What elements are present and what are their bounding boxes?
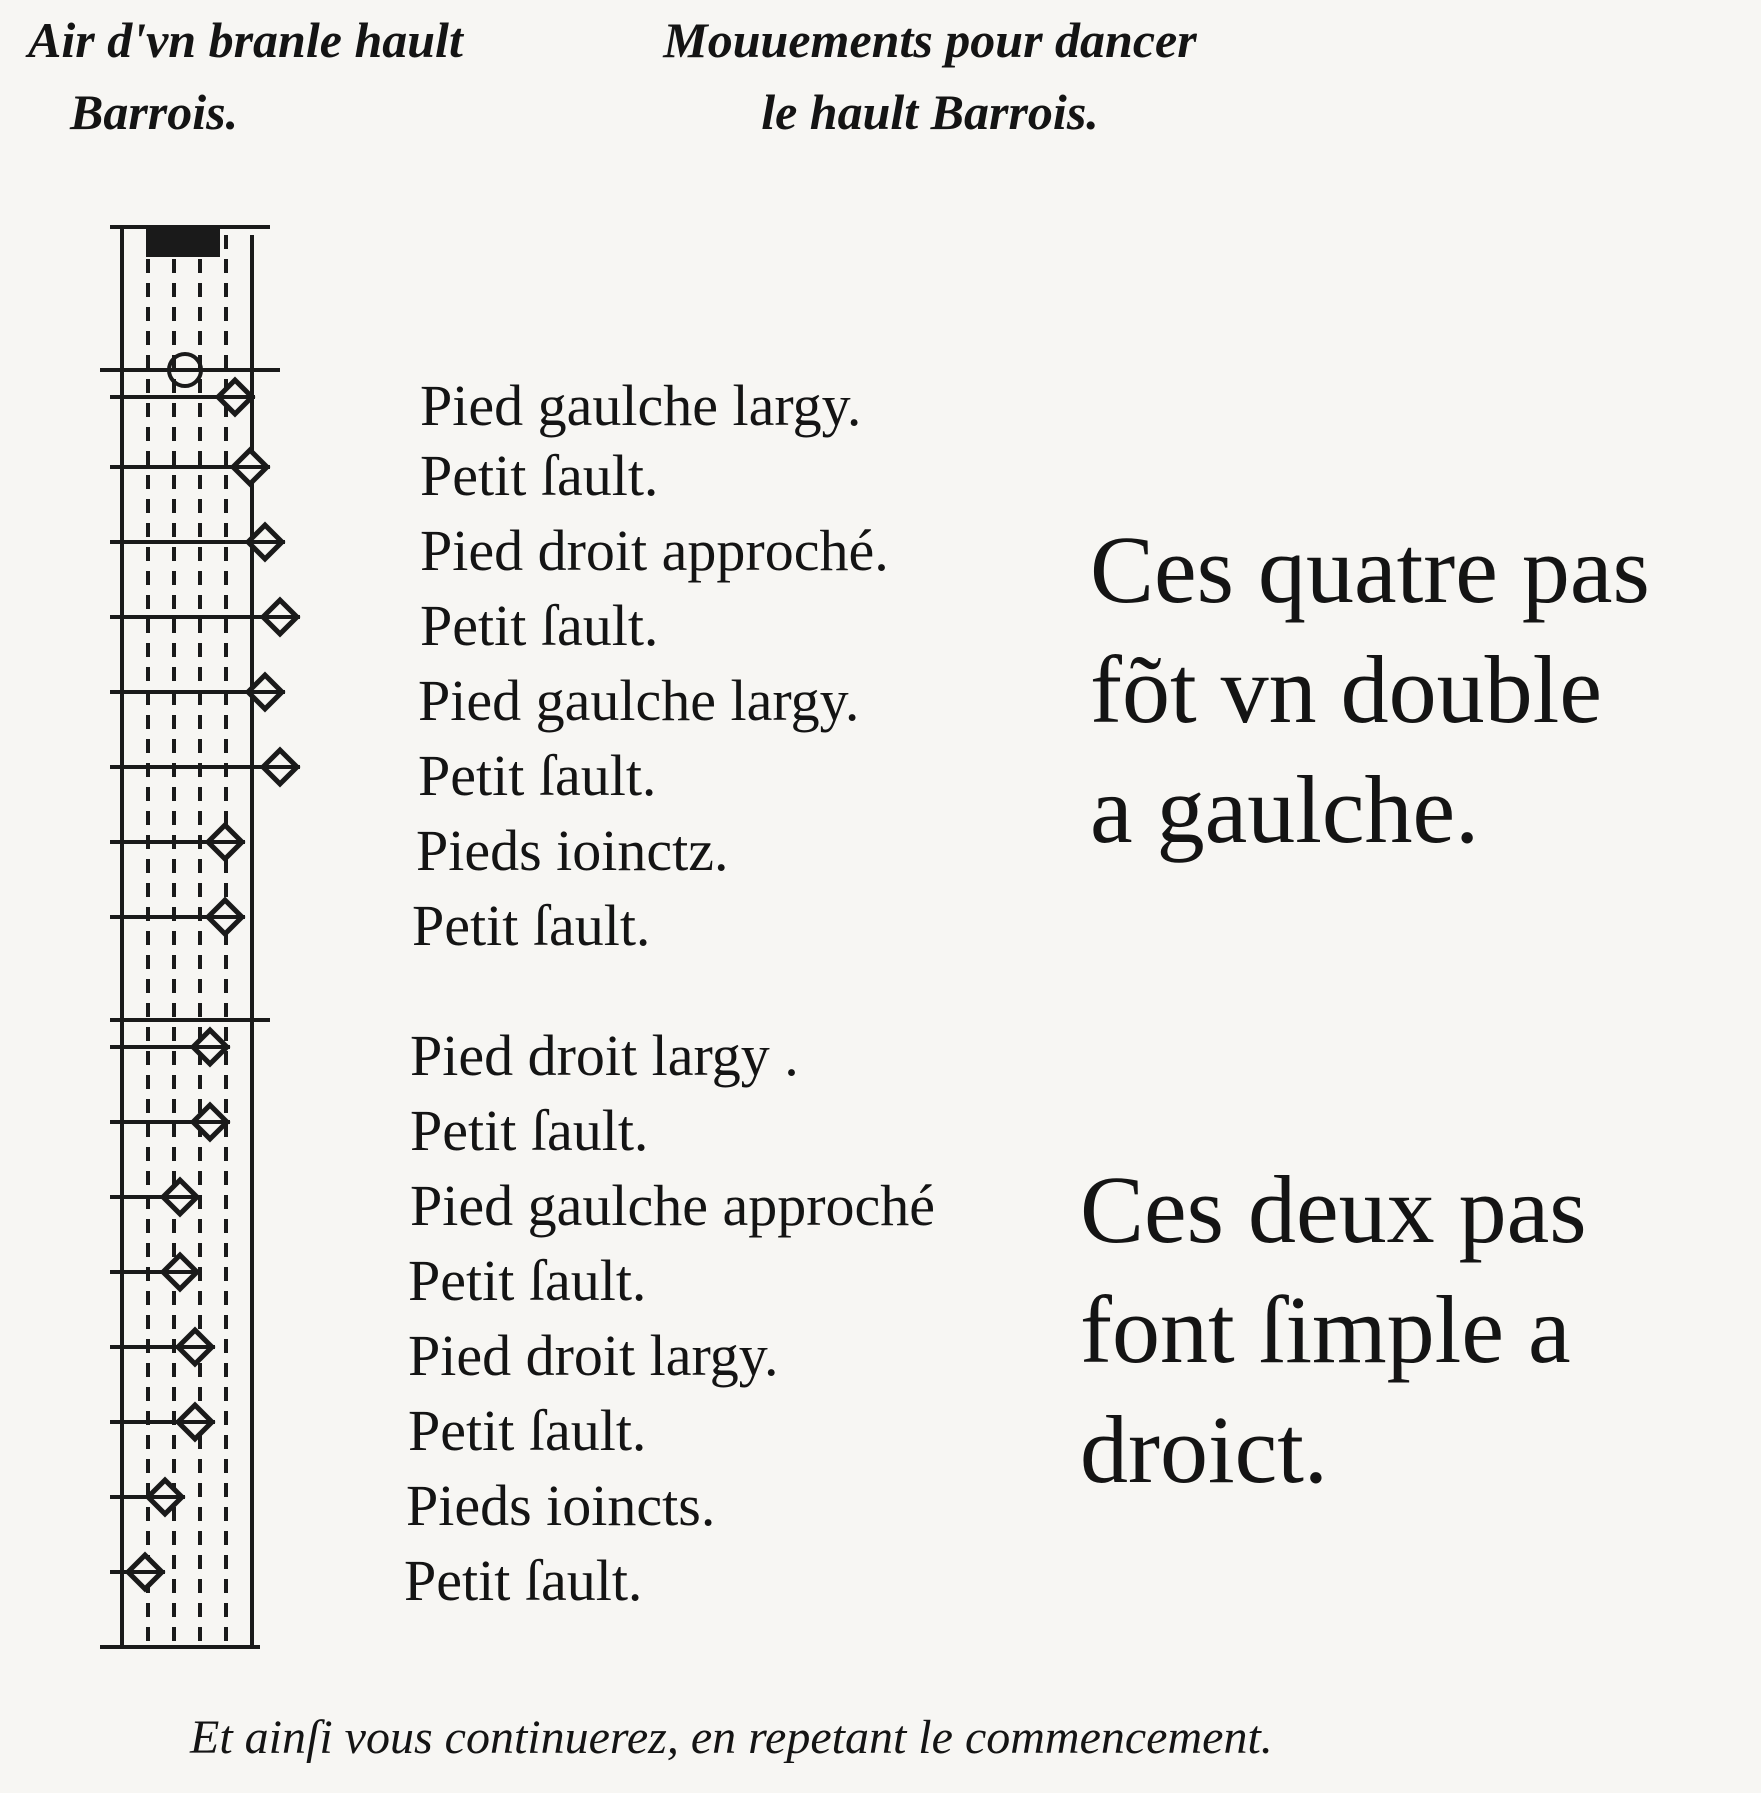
movements-heading-line-2: le hault Barrois. <box>761 84 1099 140</box>
air-heading-line-2: Barrois. <box>70 84 239 140</box>
step-1: Pied gaulche largy. <box>420 373 862 438</box>
comment-1-line-2: fõt vn double <box>1090 636 1602 743</box>
comment-1-line-1: Ces quatre pas <box>1090 516 1650 623</box>
step-3: Pied droit approché. <box>420 518 889 583</box>
comment-2-line-1: Ces deux pas <box>1080 1156 1587 1263</box>
air-heading-line-1: Air d'vn branle hault <box>28 12 463 68</box>
step-6: Petit ſault. <box>418 743 657 808</box>
step-7: Pieds ioinctz. <box>416 818 729 883</box>
movements-heading <box>620 4 1240 148</box>
step-11: Pied gaulche approché <box>410 1173 936 1238</box>
step-5: Pied gaulche largy. <box>418 668 860 733</box>
footer-instruction: Et ainſi vous continuerez, en repetant le commencement. <box>190 1711 1273 1764</box>
step-9: Pied droit largy . <box>410 1023 799 1088</box>
step-4: Petit ſault. <box>420 593 659 658</box>
step-13: Pied droit largy. <box>408 1323 779 1388</box>
air-heading <box>28 4 463 148</box>
step-8: Petit ſault. <box>412 893 651 958</box>
comment-2-line-3: droict. <box>1080 1396 1328 1503</box>
step-14: Petit ſault. <box>408 1398 647 1463</box>
music-notation-staff <box>100 215 340 1655</box>
comment-two-steps <box>1080 1150 1761 1510</box>
comment-four-steps <box>1090 510 1761 870</box>
comment-2-line-2: font ſimple a <box>1080 1276 1571 1383</box>
step-12: Petit ſault. <box>408 1248 647 1313</box>
step-15: Pieds ioincts. <box>406 1473 716 1538</box>
comment-1-line-3: a gaulche. <box>1090 756 1480 863</box>
movements-heading-line-1: Mouuements pour dancer <box>663 12 1197 68</box>
step-2: Petit ſault. <box>420 443 659 508</box>
step-16: Petit ſault. <box>404 1548 643 1613</box>
step-10: Petit ſault. <box>410 1098 649 1163</box>
